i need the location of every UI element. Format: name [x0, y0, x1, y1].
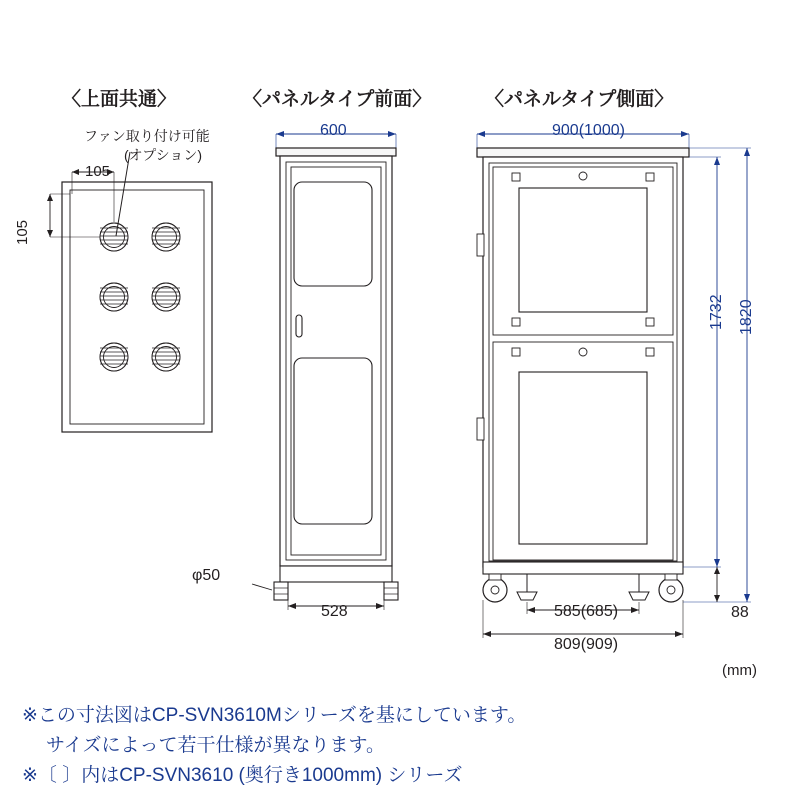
dim-side-height-1732: 1732 — [708, 294, 725, 330]
footnote-line-3: ※〔 〕内はCP-SVN3610 (奥行き1000mm) シリーズ — [22, 765, 463, 786]
dim-side-width: 900(1000) — [552, 122, 625, 139]
fan-note-line2: (オプション) — [124, 147, 203, 163]
unit-label: (mm) — [722, 662, 757, 679]
dim-side-depth-585: 585(685) — [554, 603, 619, 620]
fan-note-line1: ファン取り付け可能 — [84, 128, 210, 144]
dim-side-height-88: 88 — [731, 604, 749, 621]
dim-side-height-1820: 1820 — [738, 299, 755, 335]
footnote-line-2: サイズによって若干仕様が異なります。 — [46, 735, 385, 756]
dim-caster-diameter: φ50 — [192, 567, 221, 584]
footnote-line-1: ※この寸法図はCP-SVN3610Mシリーズを基にしています。 — [22, 705, 527, 726]
title-front-view: 〈パネルタイプ前面〉 — [243, 89, 432, 110]
title-side-view: 〈パネルタイプ側面〉 — [485, 89, 674, 110]
dim-top-105-v: 105 — [14, 219, 31, 245]
dim-top-105-h: 105 — [85, 163, 111, 180]
title-top-view: 〈上面共通〉 — [62, 89, 177, 110]
side-view-drawing — [455, 110, 785, 650]
dim-side-depth-809: 809(909) — [554, 636, 619, 653]
front-view-drawing — [250, 110, 450, 630]
dim-front-width: 600 — [320, 122, 347, 139]
dim-front-base: 528 — [321, 603, 348, 620]
